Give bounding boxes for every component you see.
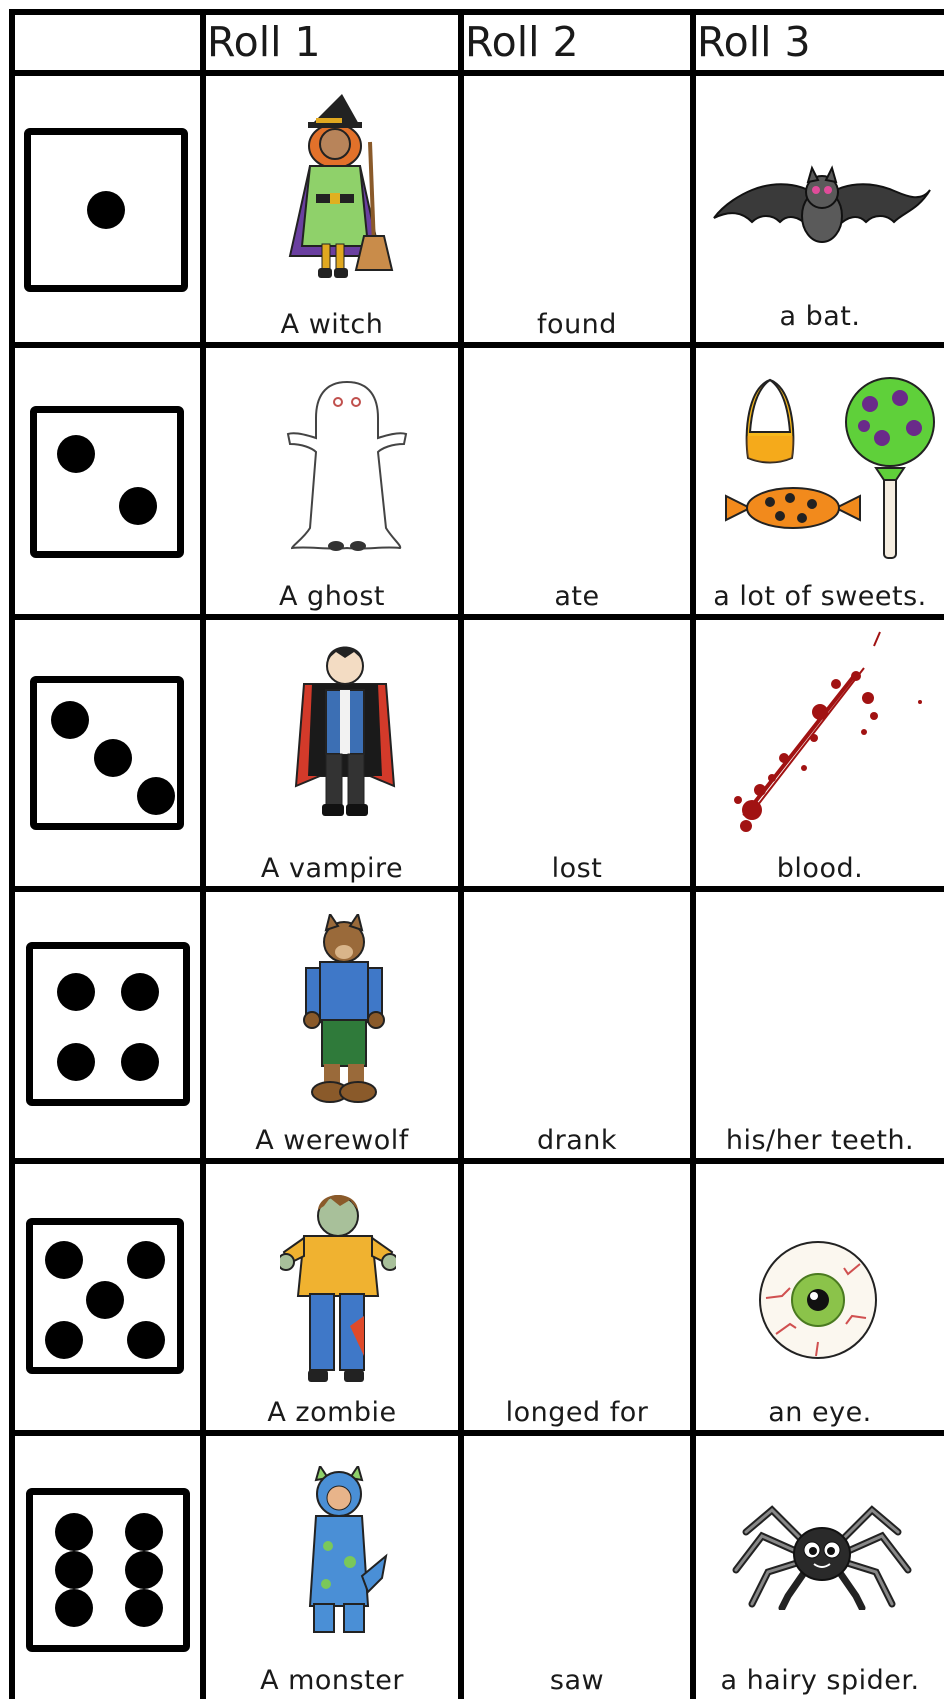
die-pip <box>125 1589 163 1627</box>
cell-subject-row-6 <box>206 1652 458 1696</box>
zombie-icon <box>280 1186 396 1390</box>
die-pip <box>45 1321 83 1359</box>
die-pip <box>125 1513 163 1551</box>
die-pip <box>119 487 157 525</box>
grid-line-row-1 <box>9 342 944 348</box>
werewolf-icon <box>294 914 394 1106</box>
die-face-three <box>30 676 184 830</box>
cell-object-row-6 <box>696 1652 944 1696</box>
header-roll-3: Roll 3 <box>697 18 811 66</box>
cell-object-row-1 <box>696 286 944 332</box>
subject-text: A vampire <box>260 853 404 884</box>
cell-verb-row-6 <box>464 1652 690 1696</box>
die-pip <box>127 1321 165 1359</box>
subject-text: A zombie <box>267 1397 397 1428</box>
die-face-five <box>26 1218 184 1374</box>
cell-object-row-5 <box>696 1382 944 1428</box>
object-text: a lot of sweets. <box>713 581 927 612</box>
eyeball-icon <box>756 1238 880 1362</box>
verb-text: drank <box>536 1125 618 1156</box>
cell-object-row-3 <box>696 838 944 884</box>
die-pip <box>137 777 175 815</box>
die-pip <box>86 1281 124 1319</box>
cell-subject-row-1 <box>206 294 458 340</box>
bat-icon <box>712 160 932 260</box>
cell-subject-row-4 <box>206 1110 458 1156</box>
cell-object-row-2 <box>696 566 944 612</box>
grid-line-row-3 <box>9 886 944 892</box>
die-pip <box>57 1043 95 1081</box>
object-text: blood. <box>776 853 864 884</box>
object-text: a hairy spider. <box>720 1665 920 1696</box>
verb-text: lost <box>551 853 603 884</box>
verb-text: ate <box>554 581 600 612</box>
die-pip <box>121 1043 159 1081</box>
subject-text: A witch <box>280 309 384 340</box>
ghost-icon <box>282 378 412 554</box>
sweets-icon <box>718 376 940 562</box>
cell-verb-row-5 <box>464 1382 690 1428</box>
cell-verb-row-3 <box>464 838 690 884</box>
die-pip <box>94 739 132 777</box>
die-pip <box>125 1551 163 1589</box>
subject-text: A ghost <box>279 581 385 612</box>
subject-text: A monster <box>260 1665 404 1696</box>
object-text: an eye. <box>768 1397 872 1428</box>
header-roll-1: Roll 1 <box>207 18 321 66</box>
die-face-six <box>26 1488 190 1652</box>
object-text: his/her teeth. <box>725 1125 915 1156</box>
grid-line-row-5 <box>9 1430 944 1436</box>
witch-icon <box>270 86 400 286</box>
grid-line-header-bottom <box>9 70 944 76</box>
die-pip <box>57 973 95 1011</box>
cell-subject-row-5 <box>206 1382 458 1428</box>
cell-verb-row-4 <box>464 1110 690 1156</box>
die-pip <box>55 1513 93 1551</box>
die-pip <box>87 191 125 229</box>
die-pip <box>51 701 89 739</box>
monster-icon <box>298 1466 390 1640</box>
die-pip <box>55 1589 93 1627</box>
die-face-two <box>30 406 184 558</box>
grid-line-row-4 <box>9 1158 944 1164</box>
die-face-four <box>26 942 190 1106</box>
cell-verb-row-1 <box>464 294 690 340</box>
die-pip <box>55 1551 93 1589</box>
verb-text: found <box>537 309 617 340</box>
grid-line-row-2 <box>9 614 944 620</box>
cell-subject-row-2 <box>206 566 458 612</box>
die-pip <box>45 1241 83 1279</box>
verb-text: longed for <box>505 1397 649 1428</box>
die-pip <box>121 973 159 1011</box>
blood-splatter-icon <box>724 628 930 848</box>
die-face-one <box>24 128 188 292</box>
die-pip <box>57 435 95 473</box>
subject-text: A werewolf <box>255 1125 409 1156</box>
header-roll-2: Roll 2 <box>465 18 579 66</box>
vampire-icon <box>290 636 400 826</box>
cell-object-row-4 <box>696 1110 944 1156</box>
spider-icon <box>732 1500 912 1610</box>
verb-text: saw <box>549 1665 605 1696</box>
grid-line-left <box>9 9 15 1699</box>
cell-subject-row-3 <box>206 838 458 884</box>
die-pip <box>127 1241 165 1279</box>
cell-verb-row-2 <box>464 566 690 612</box>
object-text: a bat. <box>779 301 861 332</box>
